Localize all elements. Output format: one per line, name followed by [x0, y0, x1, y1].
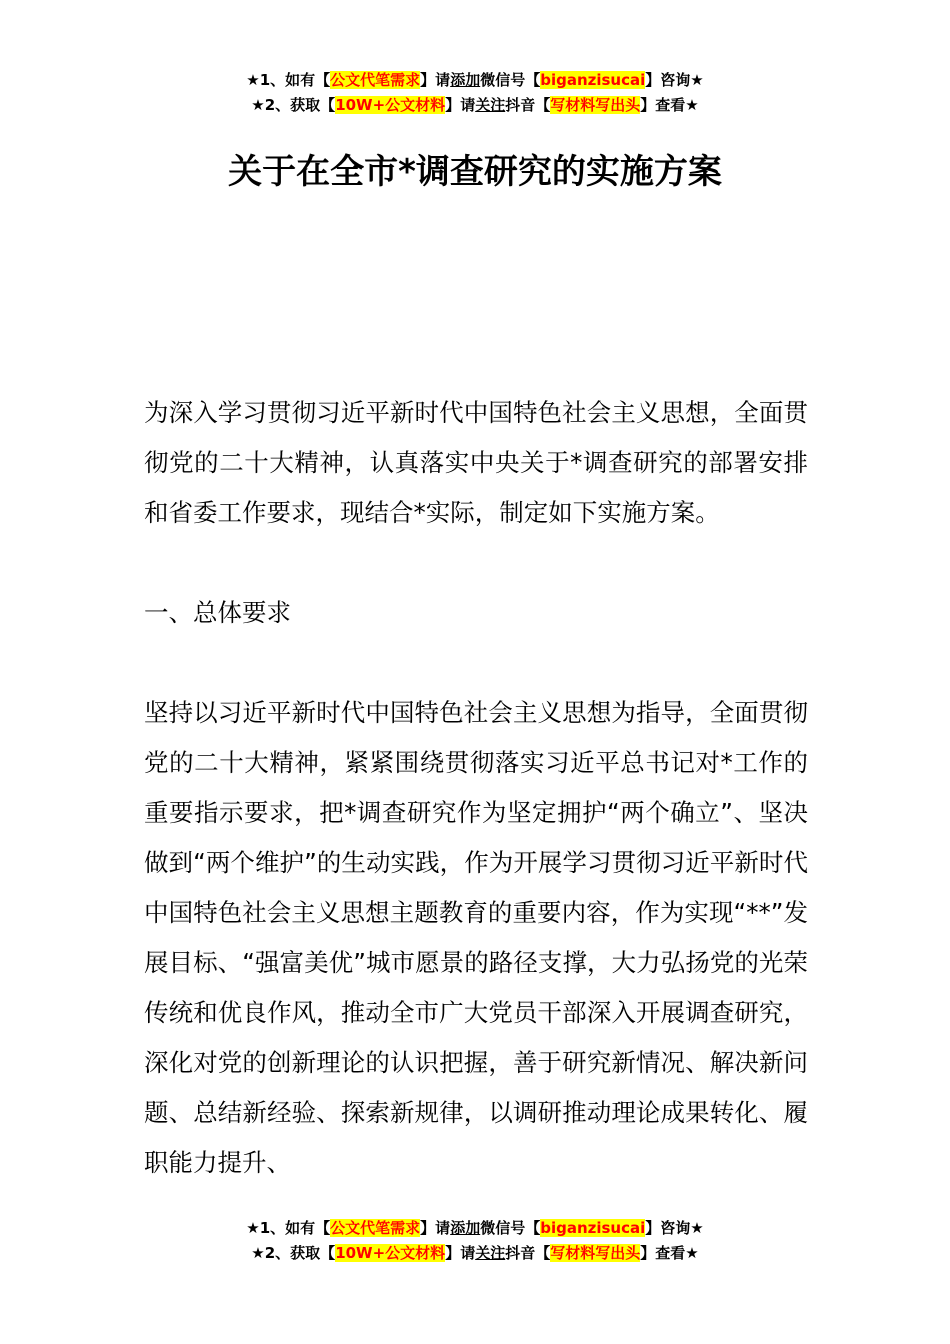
- intro-paragraph: [144, 388, 808, 538]
- highlighted-text: biganzisucai: [540, 71, 646, 89]
- section-heading: [144, 588, 808, 638]
- highlighted-text: 10W+公文材料: [335, 1244, 446, 1262]
- highlighted-text: biganzisucai: [540, 1219, 646, 1237]
- section-heading-text: 一、总体要求: [144, 598, 291, 627]
- underlined-text: 关注: [475, 1244, 506, 1262]
- intro-paragraph-text: 为深入学习贯彻习近平新时代中国特色社会主义思想，全面贯彻党的二十大精神，认真落实中央关于*调查研究的部署安排和省委工作要求，现结合*实际，制定如下实施方案。: [144, 398, 808, 527]
- banner-text: 】查看★: [640, 96, 699, 114]
- banner-text: 抖音【: [505, 1244, 551, 1262]
- footer-banner-line-2: [0, 1241, 950, 1266]
- banner-text: 】咨询★: [645, 1219, 704, 1237]
- banner-text: 】咨询★: [645, 71, 704, 89]
- banner-text: ★2、获取【: [251, 96, 336, 114]
- underlined-text: 关注: [475, 96, 506, 114]
- highlighted-text: 10W+公文材料: [335, 96, 446, 114]
- banner-text: ★1、如有【: [246, 71, 331, 89]
- banner-text: 】请: [420, 1219, 451, 1237]
- banner-text: 】请: [445, 1244, 476, 1262]
- banner-text: 微信号【: [480, 71, 541, 89]
- banner-text: 】查看★: [640, 1244, 699, 1262]
- highlighted-text: 公文代笔需求: [330, 71, 421, 89]
- highlighted-text: 写材料写出头: [550, 1244, 641, 1262]
- highlighted-text: 公文代笔需求: [330, 1219, 421, 1237]
- banner-text: 】请: [420, 71, 451, 89]
- banner-text: ★2、获取【: [251, 1244, 336, 1262]
- highlighted-text: 写材料写出头: [550, 96, 641, 114]
- underlined-text: 添加: [450, 1219, 481, 1237]
- document-title: 关于在全市*调查研究的实施方案: [228, 152, 722, 192]
- banner-text: 抖音【: [505, 96, 551, 114]
- section-paragraph-text: 坚持以习近平新时代中国特色社会主义思想为指导，全面贯彻党的二十大精神，紧紧围绕贯彻落实习近平总书记对*工作的重要指示要求，把*调查研究作为坚定拥护“两个确立”、坚决做到“两个维护”的生动实践，作为开展学习贯彻习近平新时代中国特色社会主义思想主题教育的重要内容，作为实现“**”发展目标、“强富美优”城市愿景的路径支撑，大力弘扬党的光荣传统和优良作风，推动全市广大党员干部深入开展调查研究，深化对党的创新理论的认识把握，善于研究新情况、解决新问题、总结新经验、探索新规律，以调研推动理论成果转化、履职能力提升、: [144, 698, 808, 1177]
- banner-text: 】请: [445, 96, 476, 114]
- footer-banner: [0, 1216, 950, 1266]
- banner-text: ★1、如有【: [246, 1219, 331, 1237]
- header-banner-line-1: [0, 68, 950, 93]
- section-paragraph: [144, 688, 808, 1188]
- footer-banner-line-1: [0, 1216, 950, 1241]
- header-banner-line-2: [0, 93, 950, 118]
- banner-text: 微信号【: [480, 1219, 541, 1237]
- header-banner: [0, 68, 950, 118]
- underlined-text: 添加: [450, 71, 481, 89]
